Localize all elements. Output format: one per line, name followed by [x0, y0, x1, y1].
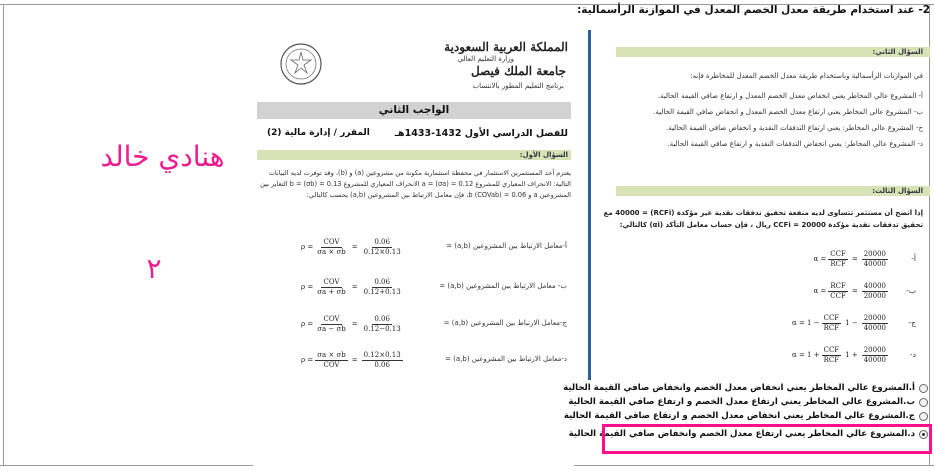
formula-lhs: α = 1 + [792, 351, 820, 359]
semester-label: للفصل الدراسي الأول 1432-1433هـ [394, 128, 568, 139]
questions-document-page [588, 30, 929, 380]
fraction-numerator: COV [323, 314, 340, 323]
question-3-text: إذا اتضح أن مستثمر تتساوى لديه منفعة تحقيق تدفقات نقدية غير مؤكدة (RCFi) = 40000 مع تحقيق تدفقات نقدية مؤكدة CCFi = 20000 ريال ، فإن حساب معامل التأكد (αi) كالتالي: [603, 209, 923, 229]
row-expression [792, 310, 890, 336]
fraction-numerator: σa × σb [317, 350, 346, 359]
question-2-intro: في الموازنات الرأسمالية وباستخدام طريقة معدل الخصم المعدل للمخاطرة فإنه: [690, 72, 923, 80]
row-label: ج- [908, 318, 916, 327]
row-expression [792, 342, 890, 368]
formula-lhs: ρ = [301, 356, 314, 364]
course-label: المقرر / إدارة مالية (2) [267, 128, 370, 138]
frame-right-border [929, 4, 930, 466]
question-3-row-a [616, 246, 930, 272]
formula-operator: 1 + [845, 351, 858, 359]
question-3-row-b [616, 278, 930, 304]
fraction-denominator: 20000 [863, 291, 886, 300]
formula-operator: 1 − [845, 319, 858, 327]
question-2-option-b: ب- المشروع عالي المخاطر يعني ارتفاع معدل الخصم المعدل و انخفاض صافي القيمة الحالية. [653, 108, 923, 116]
university-seal-icon [279, 42, 323, 86]
radio-button[interactable] [919, 398, 928, 407]
row-label: ب- [906, 286, 916, 295]
row-label: د- [909, 350, 916, 359]
formula-lhs: α = [813, 287, 827, 295]
fraction-numerator: COV [323, 277, 340, 286]
fraction-denominator: 40000 [863, 355, 886, 364]
formula-lhs: ρ = [301, 320, 314, 328]
row-label: أ- [911, 254, 916, 263]
answer-option-b[interactable] [568, 395, 928, 409]
formula-lhs: α = 1 − [792, 319, 820, 327]
fraction-denominator: σa + σb [317, 287, 346, 296]
university-heading: جامعة الملك فيصل [471, 64, 566, 78]
formula-lhs: ρ = [301, 243, 314, 251]
question-2-label: السؤال الثاني: [872, 48, 923, 56]
fraction-numerator: 40000 [863, 281, 886, 290]
formula-lhs: α = [813, 255, 827, 263]
formula-label: د-معامل الارتباط بين المشروعين (a,b) = [445, 355, 567, 363]
frame-left-border [3, 4, 4, 466]
formula-row-b [257, 275, 571, 299]
formula-expression: ρ = $\frac{\text{COV}}{\sigma a \times \sigma b}$ = $\frac{0.06}{0.12\times 0.13}$ [301, 237, 401, 256]
fraction-denominator: RCF [823, 355, 840, 364]
formula-expression: ρ = $\frac{\text{COV}}{\sigma a + \sigma b}$ = $\frac{0.06}{0.12+0.13}$ [301, 277, 401, 296]
kingdom-heading: المملكة العربية السعودية [444, 40, 568, 54]
answer-option-label: ب.المشروع عالي المخاطر يعني ارتفاع معدل الخصم و ارتفاع صافي القيمة الحالية [568, 397, 915, 407]
fraction-denominator: 40000 [863, 259, 886, 268]
answer-option-a[interactable] [563, 381, 928, 395]
fraction-numerator: 0.06 [374, 277, 390, 286]
row-expression: α = $\frac{\text{RCF}}{\text{CCF}}$ = $\frac{40000}{20000}$ [813, 281, 886, 300]
fraction-denominator: 0.12+0.13 [363, 287, 401, 296]
fraction-numerator: 20000 [863, 249, 886, 258]
fraction-denominator: 0.12−0.13 [363, 324, 401, 333]
fraction-numerator: CCF [830, 249, 846, 258]
fraction-numerator: 0.12×0.13 [363, 350, 401, 359]
formula-expression: ρ = $\frac{\text{COV}}{\sigma a - \sigma b}$ = $\frac{0.06}{0.12-0.13}$ [301, 314, 401, 333]
radio-button[interactable] [919, 412, 928, 421]
question-2-option-d: د- المشروع عالي المخاطر: يعني انخفاض التدفقات النقدية و ارتفاع صافي القيمة الحالية. [667, 140, 923, 148]
formula-lhs: ρ = [301, 283, 314, 291]
fraction-numerator: CCF [823, 345, 840, 354]
question-3-row-c [616, 310, 930, 336]
fraction-numerator: 0.06 [374, 237, 390, 246]
question-1-label: السؤال الأول: [519, 151, 568, 159]
formula-row-a [257, 235, 571, 259]
question-2-option-a: أ- المشروع عالي المخاطر يعني انخفاض معدل الخصم المعدل و ارتفاع صافي القيمة الحالية. [657, 92, 923, 100]
homework-title: الواجب الثاني [257, 102, 571, 119]
fraction-denominator: 0.06 [374, 360, 390, 369]
question-title: 2- عند استخدام طريقة معدل الخصم المعدل في الموازنة الرأسمالية: [577, 4, 930, 16]
formula-row-d [257, 348, 571, 372]
program-heading: برنامج التعليم المطور بالانتساب [472, 82, 564, 90]
fraction-denominator: σa × σb [317, 247, 346, 256]
fraction-denominator: 40000 [863, 323, 886, 332]
fraction-denominator: RCF [823, 323, 840, 332]
fraction-numerator: CCF [823, 313, 840, 322]
fraction-denominator: RCF [830, 259, 846, 268]
selected-answer-highlight [602, 424, 932, 454]
answer-option-label: أ.المشروع عالي المخاطر يعني انخفاض معدل الخصم وانخفاض صافي القيمة الحالية [563, 383, 915, 393]
formula-label: أ-معامل الارتباط بين المشروعين (a,b) = [446, 242, 567, 250]
question-3-label: السؤال الثالث: [872, 187, 923, 195]
question-1-paragraph: يعتزم أحد المستثمرين الاستثمار في محفظة استثمارية مكونة من مشروعين (a) و (b)، وقد توفرت لديه البيانات التالية: الانحراف المعياري للمشروع a = (σa) = 0.12 الانحراف المعياري للمشروع b = (σb) = 0.13 التغاير بين المشروعين a و b (COVab) = 0.06، فإن معامل الارتباط بين المشروعين (a,b) يحسب كالتالي: [260, 169, 571, 199]
question-3-row-d [616, 342, 930, 368]
fraction-denominator: COV [323, 360, 340, 369]
row-expression: α = $\frac{\text{CCF}}{\text{RCF}}$ = $\frac{20000}{40000}$ [813, 249, 886, 268]
number-annotation: ٢ [146, 252, 162, 285]
ministry-heading: وزارة التعليم العالي [457, 55, 514, 63]
formula-label: ب- معامل الارتباط بين المشروعين (a,b) = [439, 282, 567, 290]
question-2-option-c: ج- المشروع عالي المخاطر: يعني ارتفاع التدفقات النقدية و انخفاض صافي القيمة الحالية. [665, 124, 923, 132]
fraction-numerator: 0.06 [374, 314, 390, 323]
answer-option-label: د.المشروع عالي المخاطر يعني ارتفاع معدل الخصم وانخفاض صافي القيمة الحالية [568, 429, 915, 439]
student-name-annotation: هنادي خالد [100, 140, 225, 173]
formula-label: ج-معامل الارتباط بين المشروعين (a,b) = [443, 319, 567, 327]
homework-document-page [253, 30, 574, 472]
fraction-numerator: 20000 [863, 345, 886, 354]
radio-button[interactable] [919, 384, 928, 393]
fraction-numerator: RCF [830, 281, 846, 290]
fraction-numerator: COV [323, 237, 340, 246]
formula-row-c [257, 312, 571, 336]
fraction-denominator: CCF [830, 291, 846, 300]
formula-expression: ρ = $\frac{\sigma a \times \sigma b}{\text{COV}}$ = $\frac{0.12\times 0.13}{0.06}$ [301, 350, 401, 369]
fraction-numerator: 20000 [863, 313, 886, 322]
fraction-denominator: σa − σb [317, 324, 346, 333]
fraction-denominator: 0.12×0.13 [363, 247, 401, 256]
answer-option-c[interactable] [563, 409, 928, 423]
answer-option-label: ج.المشروع عالي المخاطر يعني انخفاض معدل الخصم و ارتفاع صافي القيمة الحالية [563, 411, 915, 421]
